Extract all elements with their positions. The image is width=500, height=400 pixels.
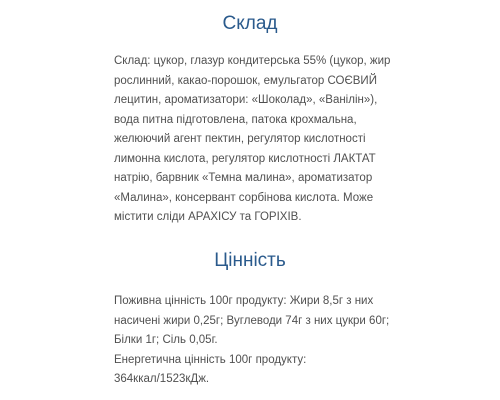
composition-line: вода питна підготовлена, патока крохмальна, (114, 113, 357, 126)
composition-line: містити сліди АРАХІСУ та ГОРІХІВ. (114, 211, 302, 223)
composition-line: лецитин, ароматизатори: «Шоколад», «Ванілін»), (114, 94, 378, 106)
nutrition-value-text (114, 292, 404, 390)
composition-line: натрію, барвник «Темна малина», ароматизатор (114, 172, 373, 184)
composition-line: лимонна кислота, регулятор кислотності ЛАКТАТ (114, 152, 376, 165)
nutrition-line: Білки 1г; Сіль 0,05г. (114, 334, 218, 346)
nutrition-line: Поживна цінність 100г продукту: Жири 8,5г з них (114, 295, 374, 307)
nutrition-line: Енергетична цінність 100г продукту: (114, 353, 307, 366)
composition-text (114, 52, 404, 228)
composition-line: желюючий агент пектин, регулятор кислотності (114, 133, 366, 145)
composition-line: «Малина», консервант сорбінова кислота. Може (114, 191, 374, 204)
nutrition-line: 364ккал/1523кДж. (114, 373, 210, 385)
nutrition-line: насичені жири 0,25г; Вуглеводи 74г з них цукри 60г; (114, 314, 390, 327)
nutrition-value-heading: Цінність (214, 250, 286, 271)
composition-line: Склад: цукор, глазур кондитерська 55% (цукор, жир (114, 55, 391, 67)
composition-line: рослинний, какао-порошок, емульгатор СОЄВИЙ (114, 74, 377, 87)
composition-heading: Склад (222, 13, 278, 34)
